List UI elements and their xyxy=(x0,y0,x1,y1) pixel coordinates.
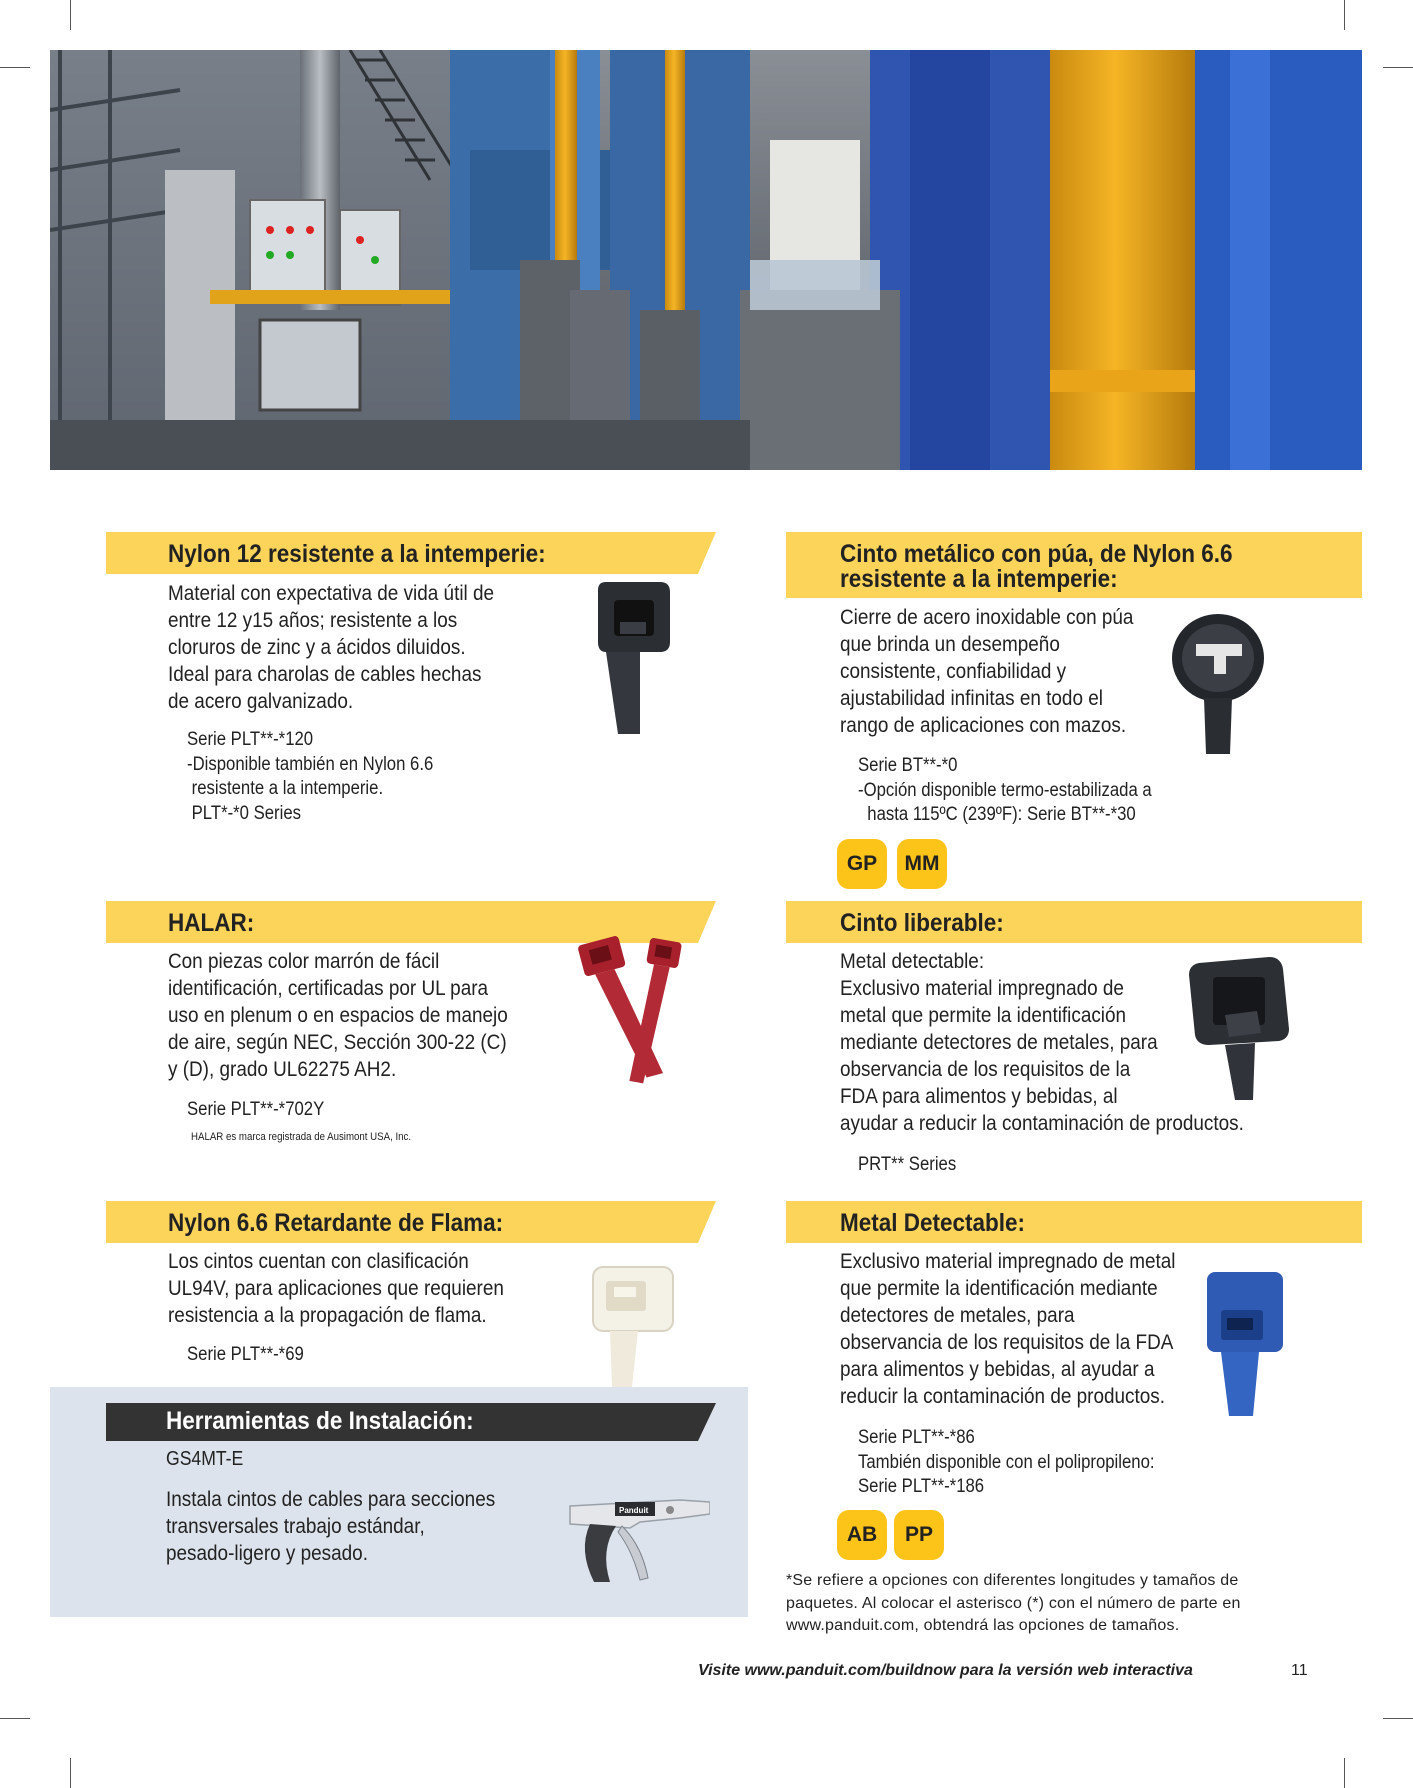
section-title-tools: Herramientas de Instalación: xyxy=(166,1407,474,1435)
crop-mark xyxy=(1344,0,1345,30)
section-title-metal-detectable: Metal Detectable: xyxy=(840,1209,1026,1237)
badge-ab: AB xyxy=(837,1510,887,1560)
hero-image xyxy=(50,50,1362,470)
section-body-tools: Instala cintos de cables para secciones transversales trabajo estándar, pesado-ligero y pesado. xyxy=(166,1487,496,1565)
halar-trademark-note: HALAR es marca registrada de Ausimont USA, Inc. xyxy=(191,1131,412,1143)
section-title-metal-barb-line2: resistente a la intemperie: xyxy=(840,565,1118,593)
series-nylon12: Serie PLT**-*120 -Disponible también en Nylon 6.6 resistente a la intemperie. PLT*-*0 Series xyxy=(187,729,434,824)
tool-model: GS4MT-E xyxy=(166,1448,244,1470)
cable-tie-releasable-image xyxy=(1185,955,1295,1105)
section-title-nylon66fr: Nylon 6.6 Retardante de Flama: xyxy=(168,1209,504,1237)
crop-mark xyxy=(1344,1758,1345,1788)
crop-mark xyxy=(70,0,71,30)
tool-brand-label: Panduit xyxy=(619,1506,649,1515)
section-body-nylon66fr: Los cintos cuentan con clasificación UL94V, para aplicaciones que requieren resistencia a la propagación de flama. xyxy=(168,1249,504,1327)
section-body-halar: Con piezas color marrón de fácil identificación, certificadas por UL para uso en plenum o en espacios de manejo de aire, según NEC, Sección 300-22 (C) y (D), grado UL62275 AH2. xyxy=(168,949,508,1081)
section-body-releasable: Metal detectable: Exclusivo material impregnado de metal que permite la identificación mediante detectores de metales, para observancia de los requisitos de la FDA para alimentos y bebidas, al ayudar a reducir la contaminación de productos. xyxy=(840,949,1244,1135)
badge-mm: MM xyxy=(897,839,947,889)
series-halar: Serie PLT**-*702Y xyxy=(187,1099,325,1120)
series-nylon66fr: Serie PLT**-*69 xyxy=(187,1344,304,1365)
crop-mark xyxy=(70,1758,71,1788)
section-body-metal-barb: Cierre de acero inoxidable con púa que brinda un desempeño consistente, confiabilidad y ajustabilidad infinitas en todo el rango de aplicaciones con mazos. xyxy=(840,605,1134,737)
cable-tie-black-image xyxy=(590,582,690,739)
crop-mark xyxy=(1383,67,1413,68)
series-metal-detectable: Serie PLT**-*86 También disponible con el polipropileno: Serie PLT**-*186 xyxy=(858,1427,1155,1497)
section-title-halar: HALAR: xyxy=(168,909,255,937)
cable-tie-metal-barb-image xyxy=(1170,612,1266,759)
size-options-footnote: *Se refiere a opciones con diferentes longitudes y tamaños de paquetes. Al colocar el asterisco (*) con el número de parte en www.panduit.com, obtendrá las opciones de tamaños. xyxy=(786,1572,1241,1634)
footer-web-link: Visite www.panduit.com/buildnow para la versión web interactiva xyxy=(698,1662,1193,1679)
section-title-nylon12: Nylon 12 resistente a la intemperie: xyxy=(168,540,546,568)
badge-pp: PP xyxy=(894,1510,944,1560)
badge-gp: GP xyxy=(837,839,887,889)
series-releasable: PRT** Series xyxy=(858,1154,957,1175)
crop-mark xyxy=(1383,1718,1413,1719)
section-body-nylon12: Material con expectativa de vida útil de entre 12 y15 años; resistente a los cloruros de zinc y a ácidos diluidos. Ideal para charolas de cables hechas de acero galvanizado. xyxy=(168,581,495,713)
series-metal-barb: Serie BT**-*0 -Opción disponible termo-estabilizada a hasta 115ºC (239ºF): Serie BT**-*30 xyxy=(858,755,1152,825)
installation-tool-image xyxy=(560,1488,710,1593)
crop-mark xyxy=(0,67,30,68)
crop-mark xyxy=(0,1718,30,1719)
cable-tie-white-image xyxy=(590,1265,680,1392)
page-number: 11 xyxy=(1291,1662,1308,1679)
section-body-metal-detectable: Exclusivo material impregnado de metal que permite la identificación mediante detectores de metales, para observancia de los requisitos de la FDA para alimentos y bebidas, al ayudar a reducir la contaminación de productos. xyxy=(840,1249,1176,1408)
cable-tie-red-image xyxy=(578,935,693,1090)
section-title-metal-barb-line1: Cinto metálico con púa, de Nylon 6.6 xyxy=(840,540,1233,568)
section-title-releasable: Cinto liberable: xyxy=(840,909,1004,937)
cable-tie-blue-image xyxy=(1205,1270,1285,1421)
